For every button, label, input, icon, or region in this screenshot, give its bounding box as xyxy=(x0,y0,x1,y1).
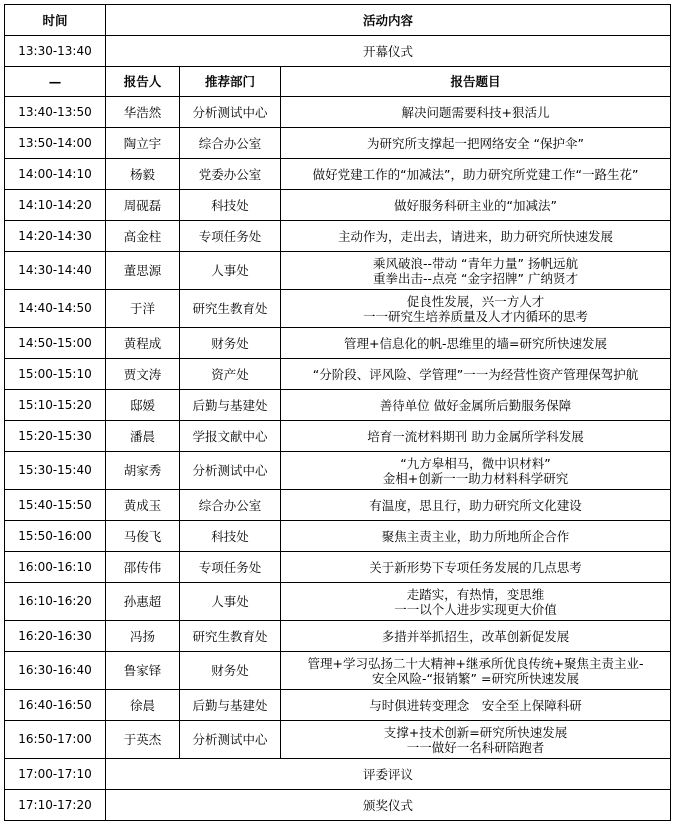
row-reporter: 鲁家铎 xyxy=(106,652,180,690)
topic-line: 聚焦主责主业，助力所地所企合作 xyxy=(381,528,570,544)
topic-line: 与时俱进转变理念 安全至上保障科研 xyxy=(369,697,582,713)
topic-line: 有温度，思且行，助力研究所文化建设 xyxy=(369,497,582,513)
column-department: 推荐部门 xyxy=(180,67,281,97)
closing-row xyxy=(5,790,671,821)
row-department: 综合办公室 xyxy=(180,128,281,159)
row-department: 分析测试中心 xyxy=(180,97,281,128)
row-topic xyxy=(281,290,671,328)
row-department: 学报文献中心 xyxy=(180,421,281,452)
topic-line: “分阶段、评风险、学管理”一一为经营性资产管理保驾护航 xyxy=(312,366,639,382)
row-department: 专项任务处 xyxy=(180,552,281,583)
row-time: 14:10-14:20 xyxy=(5,190,106,221)
row-reporter: 潘晨 xyxy=(106,421,180,452)
row-time: 16:50-17:00 xyxy=(5,721,106,759)
opening-row xyxy=(5,36,671,67)
table-row xyxy=(5,128,671,159)
row-time: 14:20-14:30 xyxy=(5,221,106,252)
row-department: 科技处 xyxy=(180,521,281,552)
row-department: 人事处 xyxy=(180,252,281,290)
schedule-table xyxy=(4,4,671,821)
topic-line: 乘风破浪--带动 “青年力量” 扬帆远航 xyxy=(373,255,578,271)
row-reporter: 胡家秀 xyxy=(106,452,180,490)
row-time: 16:40-16:50 xyxy=(5,690,106,721)
topic-line: 安全风险-“报销繁” =研究所快速发展 xyxy=(372,670,579,686)
row-department: 分析测试中心 xyxy=(180,721,281,759)
column-topic: 报告题目 xyxy=(281,67,671,97)
row-topic xyxy=(281,721,671,759)
row-time: 15:10-15:20 xyxy=(5,390,106,421)
topic-line: 主动作为，走出去，请进来，助力研究所快速发展 xyxy=(338,228,614,244)
row-topic xyxy=(281,97,671,128)
row-department: 党委办公室 xyxy=(180,159,281,190)
table-row xyxy=(5,490,671,521)
row-department: 财务处 xyxy=(180,328,281,359)
table-row xyxy=(5,221,671,252)
row-topic xyxy=(281,690,671,721)
closing-label: 颁奖仪式 xyxy=(106,790,671,821)
row-time: 13:40-13:50 xyxy=(5,97,106,128)
row-department: 研究生教育处 xyxy=(180,621,281,652)
table-row xyxy=(5,290,671,328)
column-reporter: 报告人 xyxy=(106,67,180,97)
topic-line: 善待单位 做好金属所后勤服务保障 xyxy=(379,397,572,413)
table-row xyxy=(5,190,671,221)
opening-label: 开幕仪式 xyxy=(106,36,671,67)
row-time: 14:30-14:40 xyxy=(5,252,106,290)
row-reporter: 高金柱 xyxy=(106,221,180,252)
topic-line: 做好服务科研主业的“加减法” xyxy=(394,197,557,213)
row-time: 16:20-16:30 xyxy=(5,621,106,652)
row-topic xyxy=(281,621,671,652)
topic-line: 走踏实，有热情，变思维 xyxy=(406,586,545,602)
row-topic xyxy=(281,190,671,221)
row-topic xyxy=(281,452,671,490)
topic-line: 一一做好一名科研陪跑者 xyxy=(406,739,545,755)
topic-line: 管理+信息化的帆-思维里的墙=研究所快速发展 xyxy=(344,335,607,351)
topic-line: 多措并举抓招生，改革创新促发展 xyxy=(381,628,570,644)
closing-time: 17:10-17:20 xyxy=(5,790,106,821)
row-topic xyxy=(281,359,671,390)
table-row xyxy=(5,252,671,290)
row-topic xyxy=(281,652,671,690)
row-reporter: 邵传伟 xyxy=(106,552,180,583)
row-department: 后勤与基建处 xyxy=(180,690,281,721)
closing-time: 17:00-17:10 xyxy=(5,759,106,790)
row-time: 15:30-15:40 xyxy=(5,452,106,490)
row-time: 14:50-15:00 xyxy=(5,328,106,359)
row-department: 财务处 xyxy=(180,652,281,690)
row-topic xyxy=(281,128,671,159)
row-time: 14:40-14:50 xyxy=(5,290,106,328)
row-reporter: 邸媛 xyxy=(106,390,180,421)
row-topic xyxy=(281,521,671,552)
row-department: 后勤与基建处 xyxy=(180,390,281,421)
closing-label: 评委评议 xyxy=(106,759,671,790)
column-header-row xyxy=(5,67,671,97)
row-topic xyxy=(281,390,671,421)
topic-line: 培育一流材料期刊 助力金属所学科发展 xyxy=(367,428,584,444)
row-topic xyxy=(281,490,671,521)
row-time: 15:00-15:10 xyxy=(5,359,106,390)
row-reporter: 于洋 xyxy=(106,290,180,328)
row-department: 人事处 xyxy=(180,583,281,621)
table-row xyxy=(5,421,671,452)
topic-line: 管理+学习弘扬二十大精神+继承所优良传统+聚焦主责主业- xyxy=(307,655,644,671)
row-topic xyxy=(281,159,671,190)
topic-line: 做好党建工作的“加减法”，助力研究所党建工作“一路生花” xyxy=(312,166,639,182)
row-department: 科技处 xyxy=(180,190,281,221)
row-department: 分析测试中心 xyxy=(180,452,281,490)
table-row xyxy=(5,159,671,190)
table-row xyxy=(5,652,671,690)
row-department: 综合办公室 xyxy=(180,490,281,521)
row-department: 专项任务处 xyxy=(180,221,281,252)
row-reporter: 马俊飞 xyxy=(106,521,180,552)
row-reporter: 于英杰 xyxy=(106,721,180,759)
closing-row xyxy=(5,759,671,790)
column-dash: — xyxy=(5,67,106,97)
topic-line: 一一以个人进步实现更大价值 xyxy=(394,601,557,617)
row-department: 资产处 xyxy=(180,359,281,390)
row-reporter: 黄成玉 xyxy=(106,490,180,521)
table-row xyxy=(5,690,671,721)
topic-line: “九方皋相马，微中识材料” xyxy=(400,455,551,471)
row-reporter: 董思源 xyxy=(106,252,180,290)
row-reporter: 周砚磊 xyxy=(106,190,180,221)
row-topic xyxy=(281,328,671,359)
row-reporter: 贾文涛 xyxy=(106,359,180,390)
row-topic xyxy=(281,252,671,290)
row-reporter: 徐晨 xyxy=(106,690,180,721)
row-topic xyxy=(281,552,671,583)
row-topic xyxy=(281,583,671,621)
table-row xyxy=(5,621,671,652)
row-time: 15:40-15:50 xyxy=(5,490,106,521)
opening-time: 13:30-13:40 xyxy=(5,36,106,67)
row-reporter: 陶立宇 xyxy=(106,128,180,159)
header-row xyxy=(5,5,671,36)
topic-line: 支撑+技术创新=研究所快速发展 xyxy=(383,724,568,740)
table-row xyxy=(5,552,671,583)
header-content: 活动内容 xyxy=(106,5,671,36)
table-row xyxy=(5,452,671,490)
row-topic xyxy=(281,421,671,452)
table-row xyxy=(5,97,671,128)
table-row xyxy=(5,583,671,621)
table-row xyxy=(5,328,671,359)
row-topic xyxy=(281,221,671,252)
row-department: 研究生教育处 xyxy=(180,290,281,328)
row-time: 13:50-14:00 xyxy=(5,128,106,159)
table-row xyxy=(5,359,671,390)
row-reporter: 孙惠超 xyxy=(106,583,180,621)
row-time: 14:00-14:10 xyxy=(5,159,106,190)
row-reporter: 黄程成 xyxy=(106,328,180,359)
row-time: 16:10-16:20 xyxy=(5,583,106,621)
topic-line: 重拳出击--点亮 “金字招牌” 广纳贤才 xyxy=(373,270,578,286)
topic-line: 解决问题需要科技+狠活儿 xyxy=(401,104,550,120)
row-time: 15:50-16:00 xyxy=(5,521,106,552)
table-row xyxy=(5,721,671,759)
topic-line: 金相+创新一一助力材料科学研究 xyxy=(382,470,569,486)
table-row xyxy=(5,390,671,421)
row-reporter: 华浩然 xyxy=(106,97,180,128)
row-reporter: 冯扬 xyxy=(106,621,180,652)
header-time: 时间 xyxy=(5,5,106,36)
topic-line: 促良性发展，兴一方人才 xyxy=(406,293,545,309)
row-reporter: 杨毅 xyxy=(106,159,180,190)
row-time: 15:20-15:30 xyxy=(5,421,106,452)
table-row xyxy=(5,521,671,552)
row-time: 16:00-16:10 xyxy=(5,552,106,583)
row-time: 16:30-16:40 xyxy=(5,652,106,690)
topic-line: 一一研究生培养质量及人才内循环的思考 xyxy=(363,308,589,324)
topic-line: 关于新形势下专项任务发展的几点思考 xyxy=(369,559,582,575)
topic-line: 为研究所支撑起一把网络安全 “保护伞” xyxy=(367,135,584,151)
